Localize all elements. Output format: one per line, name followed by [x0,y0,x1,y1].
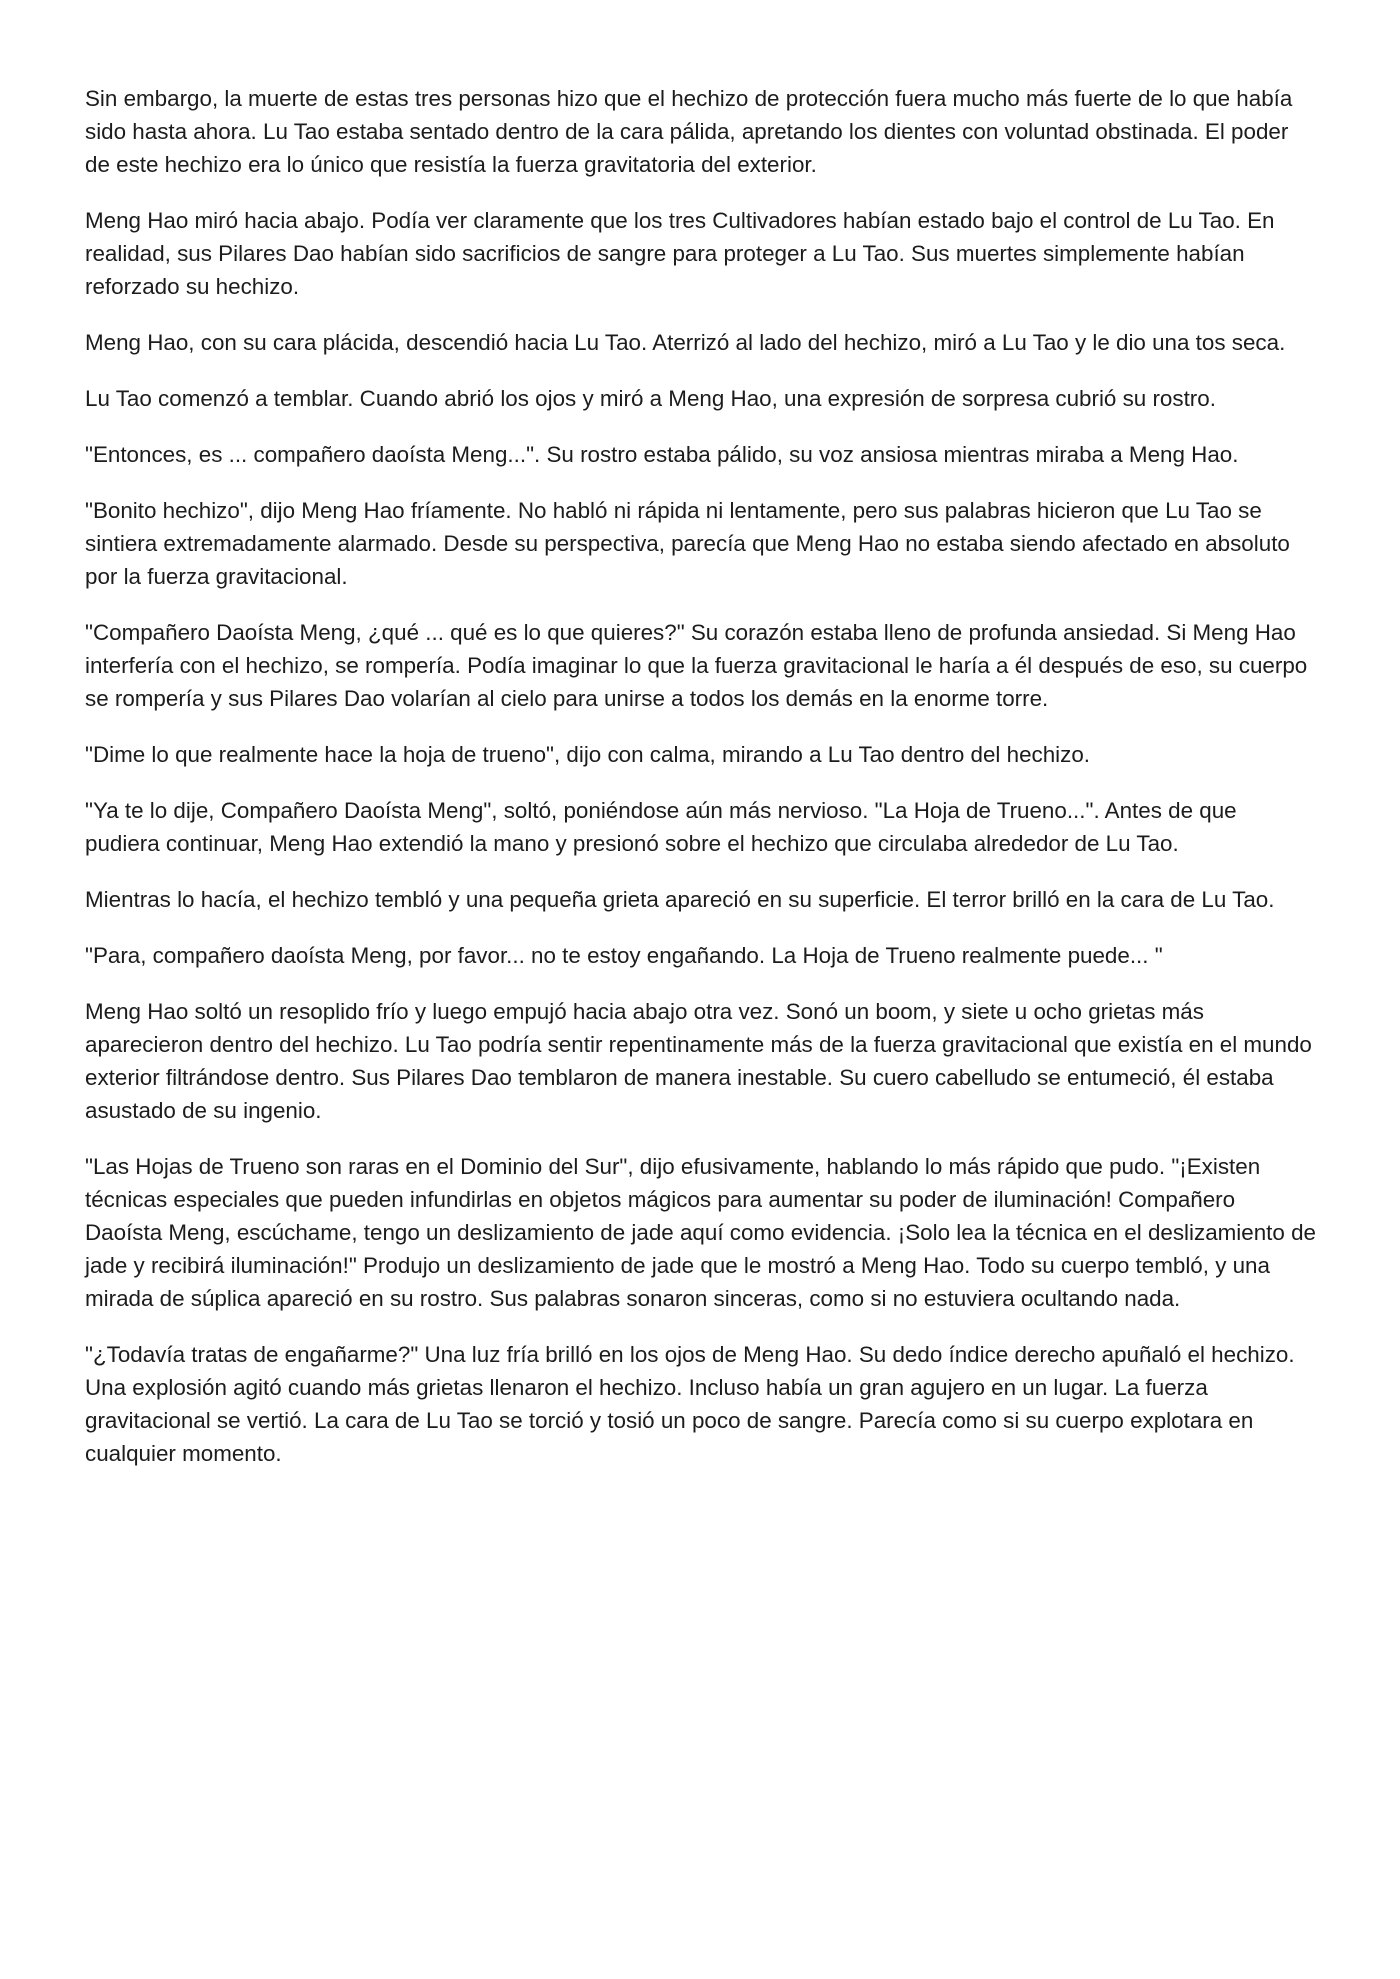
paragraph: "¿Todavía tratas de engañarme?" Una luz fría brilló en los ojos de Meng Hao. Su dedo índice derecho apuñaló el hechizo. Una explosión agitó cuando más grietas llenaron el hechizo. Incluso había un gran agujero en un lugar. La fuerza gravitacional se vertió. La cara de Lu Tao se torció y tosió un poco de sangre. Parecía como si su cuerpo explotara en cualquier momento. [85,1342,1295,1466]
document-page [85,82,1317,1493]
paragraph: Sin embargo, la muerte de estas tres personas hizo que el hechizo de protección fuera mucho más fuerte de lo que había sido hasta ahora. Lu Tao estaba sentado dentro de la cara pálida, apretando los dientes con voluntad obstinada. El poder de este hechizo era lo único que resistía la fuerza gravitatoria del exterior. [85,86,1293,177]
paragraph: Lu Tao comenzó a temblar. Cuando abrió los ojos y miró a Meng Hao, una expresión de sorpresa cubrió su rostro. [85,386,1216,411]
paragraph: Meng Hao soltó un resoplido frío y luego empujó hacia abajo otra vez. Sonó un boom, y siete u ocho grietas más aparecieron dentro del hechizo. Lu Tao podría sentir repentinamente más de la fuerza gravitacional que existía en el mundo exterior filtrándose dentro. Sus Pilares Dao temblaron de manera inestable. Su cuero cabelludo se entumeció, él estaba asustado de su ingenio. [85,999,1312,1123]
paragraph: "Dime lo que realmente hace la hoja de trueno", dijo con calma, mirando a Lu Tao dentro del hechizo. [85,742,1091,767]
paragraph: "Compañero Daoísta Meng, ¿qué ... qué es lo que quieres?" Su corazón estaba lleno de profunda ansiedad. Si Meng Hao interfería con el hechizo, se rompería. Podía imaginar lo que la fuerza gravitacional le haría a él después de eso, su cuerpo se rompería y sus Pilares Dao volarían al cielo para unirse a todos los demás en la enorme torre. [85,620,1308,711]
paragraph: Meng Hao miró hacia abajo. Podía ver claramente que los tres Cultivadores habían estado bajo el control de Lu Tao. En realidad, sus Pilares Dao habían sido sacrificios de sangre para proteger a Lu Tao. Sus muertes simplemente habían reforzado su hechizo. [85,208,1275,299]
paragraph: Mientras lo hacía, el hechizo tembló y una pequeña grieta apareció en su superficie. El terror brilló en la cara de Lu Tao. [85,887,1275,912]
paragraph: "Bonito hechizo", dijo Meng Hao fríamente. No habló ni rápida ni lentamente, pero sus palabras hicieron que Lu Tao se sintiera extremadamente alarmado. Desde su perspectiva, parecía que Meng Hao no estaba siendo afectado en absoluto por la fuerza gravitacional. [85,498,1290,589]
paragraph: Meng Hao, con su cara plácida, descendió hacia Lu Tao. Aterrizó al lado del hechizo, miró a Lu Tao y le dio una tos seca. [85,330,1286,355]
paragraph: "Entonces, es ... compañero daoísta Meng...". Su rostro estaba pálido, su voz ansiosa mientras miraba a Meng Hao. [85,442,1239,467]
paragraph: "Para, compañero daoísta Meng, por favor... no te estoy engañando. La Hoja de Trueno realmente puede... " [85,943,1163,968]
paragraph: "Ya te lo dije, Compañero Daoísta Meng", soltó, poniéndose aún más nervioso. "La Hoja de Trueno...". Antes de que pudiera continuar, Meng Hao extendió la mano y presionó sobre el hechizo que circulaba alrededor de Lu Tao. [85,798,1237,856]
paragraph: "Las Hojas de Trueno son raras en el Dominio del Sur", dijo efusivamente, hablando lo más rápido que pudo. "¡Existen técnicas especiales que pueden infundirlas en objetos mágicos para aumentar su poder de iluminación! Compañero Daoísta Meng, escúchame, tengo un deslizamiento de jade aquí como evidencia. ¡Solo lea la técnica en el deslizamiento de jade y recibirá iluminación!" Produjo un deslizamiento de jade que le mostró a Meng Hao. Todo su cuerpo tembló, y una mirada de súplica apareció en su rostro. Sus palabras sonaron sinceras, como si no estuviera ocultando nada. [85,1154,1316,1311]
